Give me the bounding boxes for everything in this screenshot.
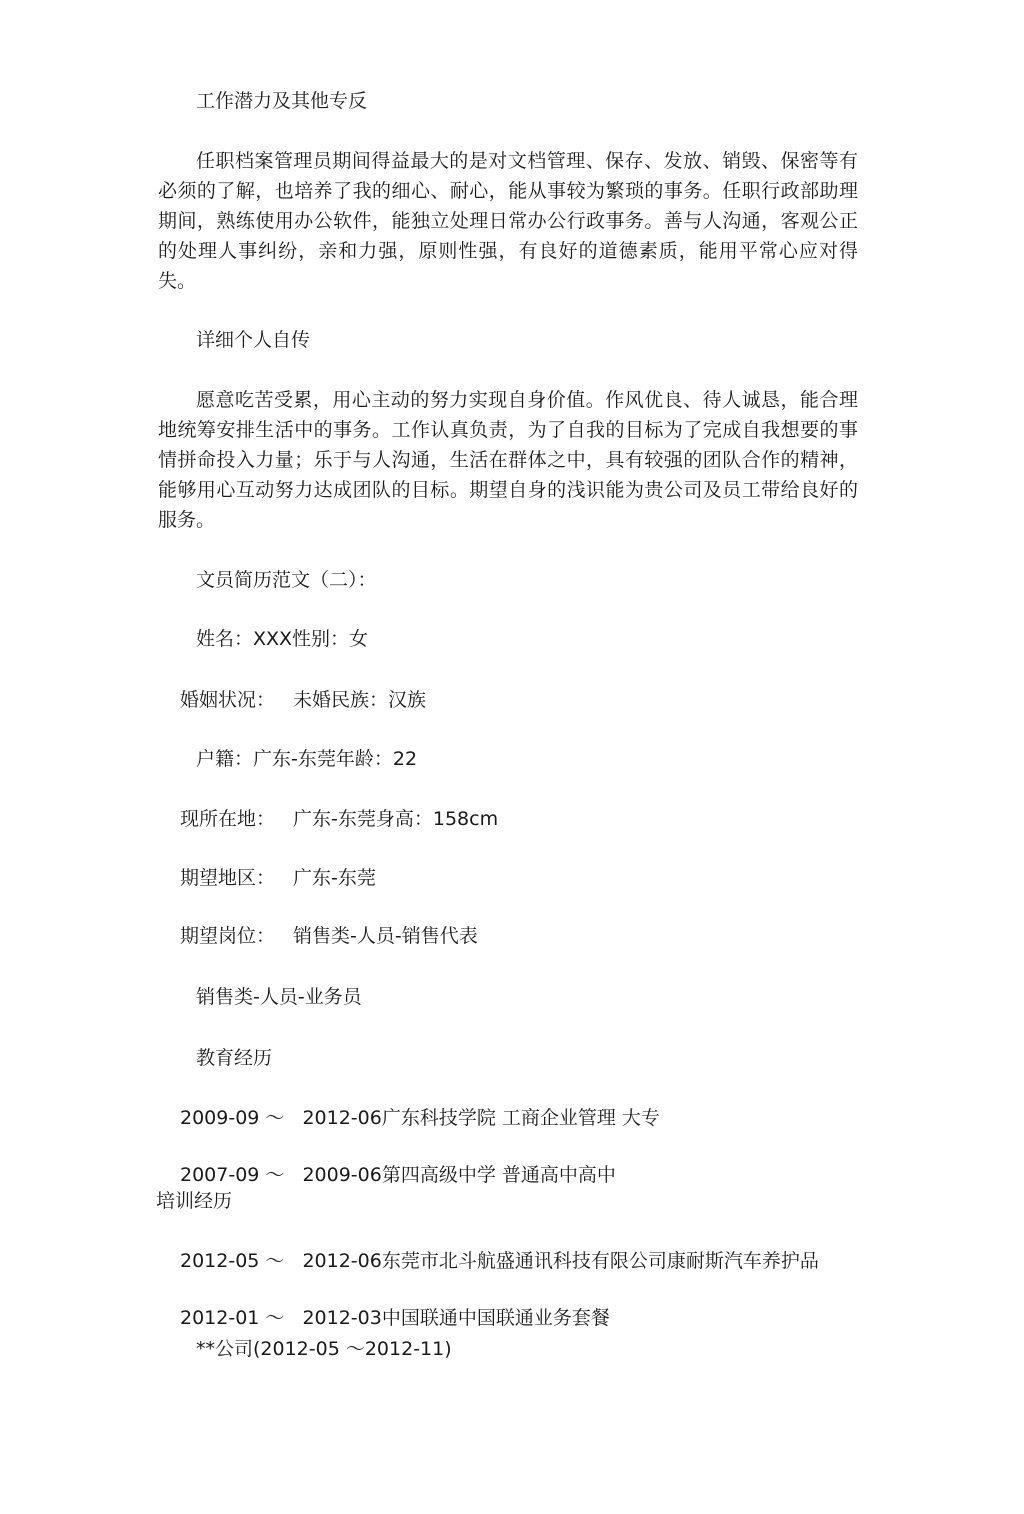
- location-value: 广东-东莞身高：158cm: [293, 808, 499, 830]
- train1-start: 2012-05 ～: [180, 1250, 285, 1272]
- heading-skills: 工作潜力及其他专反: [196, 90, 368, 112]
- position-label: 期望岗位：: [180, 925, 276, 947]
- region-value: 广东-东莞: [293, 867, 376, 889]
- location-label: 现所在地：: [180, 808, 276, 830]
- heading-training: 培训经历: [156, 1190, 233, 1212]
- training-row-2: [180, 1303, 610, 1333]
- edu1-start: 2009-09 ～: [180, 1107, 285, 1129]
- heading-sample: 文员简历范文（二）：: [196, 569, 377, 591]
- train1-rest: 2012-06东莞市北斗航盛通讯科技有限公司康耐斯汽车养护品: [302, 1250, 819, 1272]
- region-label: 期望地区：: [180, 867, 276, 889]
- location-line: [180, 804, 498, 834]
- heading-bio: 详细个人自传: [196, 329, 311, 351]
- marital-value: 未婚民族：汉族: [293, 689, 427, 711]
- train2-start: 2012-01 ～: [180, 1307, 285, 1329]
- paragraph-skills: 任职档案管理员期间得益最大的是对文档管理、保存、发放、销毁、保密等有必须的了解，也培养了我的细心、耐心，能从事较为繁琐的事务。任职行政部助理期间，熟练使用办公软件，能独立处理日常办公行政事务。善与人沟通，客观公正的处理人事纠纷，亲和力强，原则性强，有良好的道德素质，能用平常心应对得失。: [158, 150, 858, 292]
- hukou-age-line: 户籍：广东-东莞年龄：22: [196, 748, 418, 770]
- name-gender-line: 姓名：XXX性别：女: [196, 628, 369, 650]
- position-line-2: 销售类-人员-业务员: [196, 986, 362, 1008]
- company-line: **公司(2012-05 ～2012-11): [196, 1338, 452, 1360]
- position-value: 销售类-人员-销售代表: [293, 925, 478, 947]
- marital-label: 婚姻状况：: [180, 689, 276, 711]
- edu1-rest: 2012-06广东科技学院 工商企业管理 大专: [302, 1107, 660, 1129]
- edu2-rest: 2009-06第四高级中学 普通高中高中: [302, 1164, 616, 1186]
- education-row-2: [180, 1160, 616, 1190]
- marital-line: [180, 685, 426, 715]
- paragraph-bio: 愿意吃苦受累，用心主动的努力实现自身价值。作风优良、待人诚恳，能合理地统筹安排生活中的事务。工作认真负责，为了自我的目标为了完成自我想要的事情拼命投入力量；乐于与人沟通，生活在群体之中，具有较强的团队合作的精神，能够用心互动努力达成团队的目标。期望自身的浅识能为贵公司及员工带给良好的服务。: [158, 389, 858, 531]
- education-row-1: [180, 1103, 660, 1133]
- edu2-start: 2007-09 ～: [180, 1164, 285, 1186]
- training-row-1: [180, 1246, 819, 1276]
- region-line: [180, 863, 376, 893]
- train2-rest: 2012-03中国联通中国联通业务套餐: [302, 1307, 610, 1329]
- position-line: [180, 921, 478, 951]
- heading-education: 教育经历: [196, 1047, 273, 1069]
